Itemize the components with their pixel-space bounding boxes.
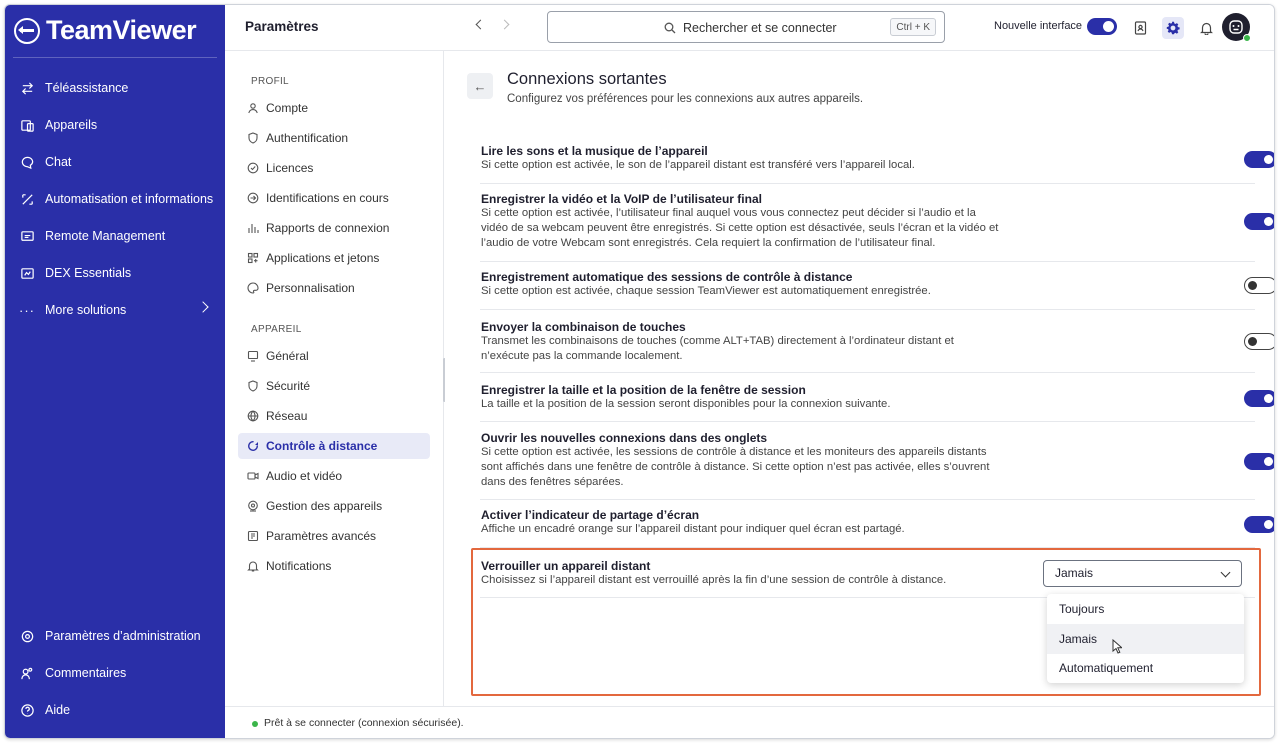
shield-icon [247,380,259,392]
advanced-settings-icon [247,530,259,542]
setting-title: Enregistrer la taille et la position de la fenêtre de session [481,383,806,397]
feedback-icon [19,665,35,681]
remote-control-icon [247,440,259,452]
toggle-key-combination[interactable] [1244,333,1275,350]
sidebar-item-teleassistance[interactable] [19,76,128,100]
new-interface-toggle[interactable] [1087,18,1117,35]
back-button[interactable] [467,73,493,99]
sidebar-item-label: Aide [45,703,71,717]
chat-icon [19,154,35,170]
sidebar-item-more-solutions[interactable] [19,298,126,322]
setting-row-screen-share-indicator [480,500,1255,548]
sidebar-item-label: Remote Management [45,229,166,243]
shield-icon [247,132,259,144]
search-input[interactable] [547,11,945,43]
setting-title: Enregistrer la vidéo et la VoIP de l’utilisateur final [481,192,762,206]
toggle-record-video[interactable] [1244,213,1275,230]
login-arrow-icon [247,192,259,204]
toggle-auto-record[interactable] [1244,277,1275,294]
setting-description: Si cette option est activée, l’utilisateur final auquel vous vous connectez peut décider si l’audio et la vidéo de sa webcam peuvent être enregistrés. Si cette option est désactivée, seuls l’écran et la vidéo et l’audio de votre Webcam sont enregistrés. Cela requiert la confirmation de l’utilisateur final. [481,207,999,249]
setting-title: Lire les sons et la musique de l’appareil [481,144,708,158]
remote-management-icon [19,228,35,244]
search-icon [664,21,676,39]
apps-grid-icon [247,252,259,264]
devices-icon [19,117,35,133]
subnav-item-personnalisation[interactable] [238,275,430,301]
settings-content [445,51,1274,706]
subnav-item-controle-distance[interactable] [238,433,430,459]
sidebar-item-label: Paramètres d’administration [45,629,201,643]
teamviewer-logo-icon [14,18,40,44]
subnav-item-licences[interactable] [238,155,430,181]
brand-name: TeamViewer [46,15,197,45]
setting-title: Activer l’indicateur de partage d’écran [481,508,700,522]
subnav-item-label: Identifications en cours [266,191,389,205]
subnav-item-gestion-appareils[interactable] [238,493,430,519]
sidebar-item-label: Chat [45,155,72,169]
setting-description: Choisissez si l’appareil distant est verrouillé après la fin d’une session de contrôle à distance. [481,574,947,586]
automation-icon [19,191,35,207]
sidebar-item-remote-management[interactable] [19,224,165,248]
subnav-item-label: Authentification [266,131,349,145]
sidebar-item-label: Commentaires [45,666,127,680]
setting-row-record-video [480,184,1255,262]
subnav-item-general[interactable] [238,343,430,369]
admin-settings-icon [19,628,35,644]
subnav-item-rapports[interactable] [238,215,430,241]
sidebar-item-appareils[interactable] [19,113,97,137]
subnav-item-label: Notifications [266,559,332,573]
bar-chart-icon [247,222,259,234]
back-arrow-icon[interactable] [476,20,486,30]
subnav-item-label: Réseau [266,409,308,423]
arrows-swap-icon [19,80,35,96]
dropdown-option-automatiquement[interactable]: Automatiquement [1059,661,1154,675]
page-title: Paramètres [245,19,319,34]
app-window [4,4,1275,739]
bell-icon [247,560,259,572]
dropdown-option-toujours[interactable]: Toujours [1059,602,1105,616]
subnav-item-label: Compte [266,101,309,115]
subnav-item-label: Rapports de connexion [266,221,390,235]
subnav-item-label: Audio et vidéo [266,469,343,483]
section-title: Connexions sortantes [507,70,667,88]
user-icon [247,102,259,114]
setting-row-window-position [480,373,1255,422]
subnav-item-parametres-avances[interactable] [238,523,430,549]
sidebar-item-dex[interactable] [19,261,131,285]
section-label-profil: PROFIL [251,76,289,87]
subnav-item-reseau[interactable] [238,403,430,429]
online-status-dot [1243,34,1251,42]
sidebar-item-label: Appareils [45,118,98,132]
subnav-item-label: Paramètres avancés [266,529,377,543]
subnav-item-label: Général [266,349,309,363]
dropdown-option-jamais[interactable]: Jamais [1047,624,1244,654]
status-text: Prêt à se connecter (connexion sécurisée). [264,717,464,729]
sidebar-item-label: Téléassistance [45,81,129,95]
subnav-item-authentification[interactable] [238,125,430,151]
setting-row-sounds [480,136,1255,184]
settings-subnav [225,51,444,706]
monitor-icon [247,350,259,362]
sidebar-item-label: Automatisation et informations [45,192,214,206]
arrow-left-icon: ← [473,78,487,94]
dex-icon [19,265,35,281]
more-dots-icon: ··· [19,302,35,318]
top-bar [225,5,1274,51]
sidebar-item-label: More solutions [45,303,127,317]
subnav-item-label: Personnalisation [266,281,355,295]
subnav-item-label: Sécurité [266,379,311,393]
lock-device-dropdown [1047,594,1244,683]
forward-arrow-icon[interactable] [500,20,510,30]
setting-description: Si cette option est activée, le son de l’appareil distant est transféré vers l’appareil local. [481,159,915,171]
setting-title: Envoyer la combinaison de touches [481,320,686,334]
status-bar [225,706,1274,739]
sidebar-item-commentaires[interactable] [19,661,126,685]
palette-icon [247,282,259,294]
section-label-appareil: APPAREIL [251,324,302,335]
mouse-cursor-icon [1112,639,1122,654]
video-camera-icon [247,470,259,482]
subnav-item-notifications[interactable] [238,553,430,579]
main-sidebar [5,5,225,739]
subnav-item-label: Applications et jetons [266,251,380,265]
setting-title: Enregistrement automatique des sessions de contrôle à distance [481,270,853,284]
teamviewer-logo[interactable] [14,15,196,46]
globe-icon [247,410,259,422]
sidebar-item-label: DEX Essentials [45,266,132,280]
toggle-screen-share-indicator[interactable] [1244,516,1275,533]
search-placeholder: Rechercher et se connecter [683,21,837,35]
subnav-item-compte[interactable] [238,95,430,121]
contacts-icon[interactable] [1129,17,1151,39]
toggle-tabs[interactable] [1244,453,1275,470]
setting-description: Si cette option est activée, les sessions de contrôle à distance et les moniteurs des appareils distants sont affichés dans une fenêtre de contrôle à distance. Si cette option n’est pas activée, elles s’ouvrent dans des fenêtres séparées. [481,446,990,488]
setting-description: La taille et la position de la session seront disponibles pour la connexion suivante. [481,398,891,410]
sidebar-item-automatisation[interactable] [19,187,213,211]
sidebar-divider [13,57,217,58]
connection-status-dot [252,721,258,727]
sidebar-item-chat[interactable] [19,150,71,174]
setting-title: Verrouiller un appareil distant [481,559,651,573]
sidebar-item-aide[interactable] [19,698,70,722]
setting-description: Affiche un encadré orange sur l’appareil distant pour indiquer quel écran est partagé. [481,523,905,535]
section-subtitle: Configurez vos préférences pour les connexions aux autres appareils. [507,93,864,105]
setting-row-key-combination [480,310,1255,373]
setting-description: Transmet les combinaisons de touches (comme ALT+TAB) directement à l’ordinateur distant et n’exécute pas la commande localement. [481,335,954,362]
subnav-item-applications[interactable] [238,245,430,271]
search-shortcut: Ctrl + K [890,18,936,36]
bell-icon[interactable] [1195,17,1217,39]
subnav-item-identifications[interactable] [238,185,430,211]
chevron-right-icon [197,301,208,312]
license-badge-icon [247,162,259,174]
select-value: Jamais [1055,566,1094,580]
new-interface-label: Nouvelle interface [994,20,1083,32]
help-icon [19,702,35,718]
setting-row-auto-record [480,262,1255,310]
lock-device-select[interactable] [1043,560,1242,587]
subnav-item-securite[interactable] [238,373,430,399]
chevron-down-icon [1221,568,1231,578]
toggle-window-position[interactable] [1244,390,1275,407]
subnav-item-audio-video[interactable] [238,463,430,489]
toggle-sounds[interactable] [1244,151,1275,168]
subnav-item-label: Gestion des appareils [266,499,383,513]
subnav-item-label: Licences [266,161,314,175]
setting-title: Ouvrir les nouvelles connexions dans des onglets [481,431,768,445]
subnav-item-label: Contrôle à distance [266,439,378,453]
device-management-icon [247,500,259,512]
gear-icon[interactable] [1162,17,1184,39]
setting-row-tabs [480,422,1255,500]
setting-description: Si cette option est activée, chaque session TeamViewer est automatiquement enregistrée. [481,285,931,297]
sidebar-item-admin-settings[interactable] [19,624,201,648]
